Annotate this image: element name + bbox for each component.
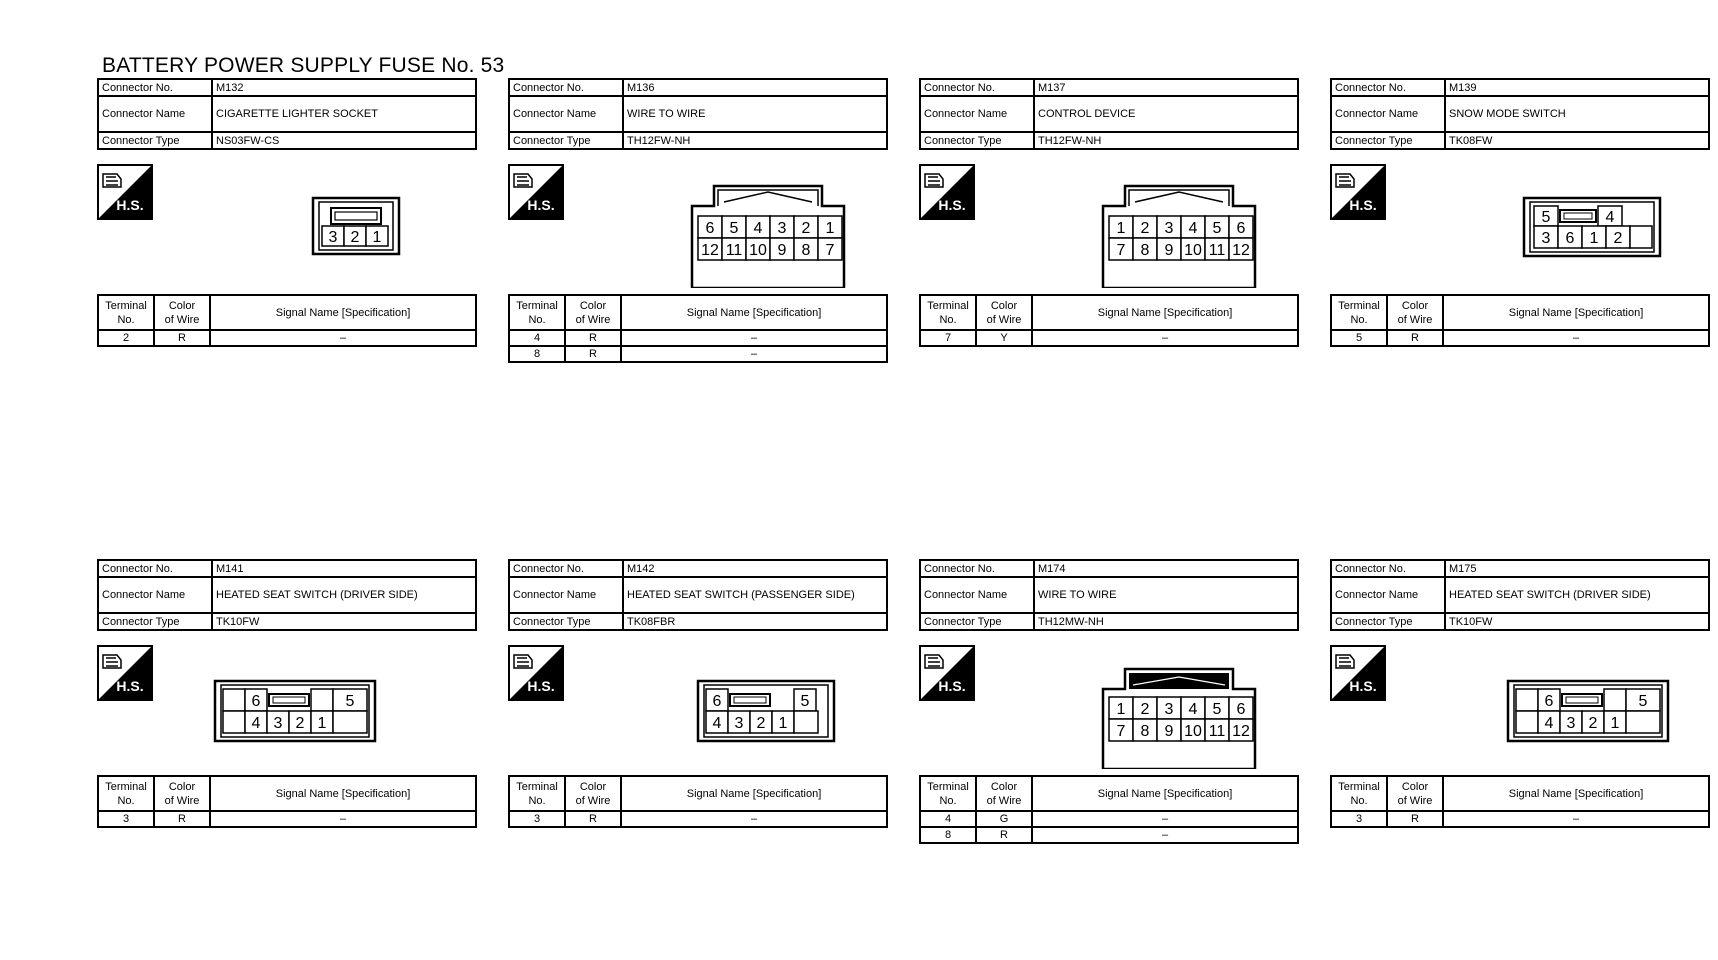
terminal-table — [1330, 775, 1710, 828]
table-row — [509, 346, 887, 362]
pin-label: 11 — [725, 242, 743, 259]
signal-cell: – — [621, 346, 887, 362]
terminal-no-header: Terminal No. — [98, 776, 154, 811]
connector-name-label: Connector Name — [920, 96, 1034, 132]
connector-info-table — [1330, 78, 1710, 150]
pin-label: 8 — [1140, 723, 1150, 740]
pin-label: 12 — [1232, 242, 1250, 259]
pin-label: 12 — [1232, 723, 1250, 740]
connector-type-value: TH12FW-NH — [1034, 132, 1298, 149]
pin-label: 6 — [712, 693, 722, 710]
terminal-no-header: Terminal No. — [1331, 295, 1387, 330]
color-header: Color of Wire — [154, 295, 210, 330]
connector-type-value: TK10FW — [1445, 613, 1709, 630]
harness-side-icon — [508, 164, 564, 220]
connector-no-label: Connector No. — [1331, 79, 1445, 96]
pin-label: 4 — [1605, 209, 1615, 226]
connector-block-m142 — [508, 559, 888, 825]
pin-label: 5 — [1212, 701, 1222, 718]
terminal-cell: 8 — [920, 827, 976, 843]
hs-label: H.S. — [1349, 197, 1377, 213]
color-cell: R — [565, 346, 621, 362]
pin-label: 4 — [1544, 715, 1554, 732]
connector-type-label: Connector Type — [920, 613, 1034, 630]
connector-no-label: Connector No. — [920, 79, 1034, 96]
pin-label: 4 — [1188, 220, 1198, 237]
table-row — [1331, 330, 1709, 346]
pin-label: 6 — [1236, 220, 1246, 237]
connector-no-label: Connector No. — [920, 560, 1034, 577]
terminal-table — [919, 294, 1299, 347]
connector-no-value: M137 — [1034, 79, 1298, 96]
connector-name-label: Connector Name — [509, 577, 623, 613]
pin-label: 8 — [1140, 242, 1150, 259]
terminal-table — [508, 775, 888, 828]
hs-label: H.S. — [527, 678, 555, 694]
connector-block-m139 — [1330, 78, 1710, 344]
pin-label: 2 — [350, 229, 360, 246]
connector-block-m136 — [508, 78, 888, 360]
pin-label: 5 — [1541, 209, 1551, 226]
connector-name-value: SNOW MODE SWITCH — [1445, 96, 1709, 132]
pin-label: 5 — [345, 693, 355, 710]
connector-block-m137 — [919, 78, 1299, 344]
connector-name-label: Connector Name — [98, 96, 212, 132]
table-row — [98, 811, 476, 827]
connector-face-diagram — [979, 645, 1299, 769]
color-cell: R — [1387, 330, 1443, 346]
terminal-cell: 5 — [1331, 330, 1387, 346]
connector-type-label: Connector Type — [1331, 132, 1445, 149]
connector-face-diagram — [157, 164, 477, 288]
signal-header: Signal Name [Specification] — [621, 295, 887, 330]
color-cell: G — [976, 811, 1032, 827]
connector-info-table — [919, 78, 1299, 150]
pin-label: 2 — [801, 220, 811, 237]
color-header: Color of Wire — [976, 776, 1032, 811]
signal-header: Signal Name [Specification] — [621, 776, 887, 811]
pin-label: 3 — [273, 715, 283, 732]
pin-label: 9 — [777, 242, 787, 259]
color-cell: R — [565, 811, 621, 827]
page-title: BATTERY POWER SUPPLY FUSE No. 53 — [102, 54, 505, 77]
pin-label: 5 — [729, 220, 739, 237]
connector-no-label: Connector No. — [1331, 560, 1445, 577]
signal-header: Signal Name [Specification] — [1443, 776, 1709, 811]
pin-label: 10 — [1184, 723, 1202, 740]
connector-type-value: TH12MW-NH — [1034, 613, 1298, 630]
signal-cell: – — [621, 811, 887, 827]
harness-side-icon — [919, 645, 975, 701]
pin-label: 1 — [1610, 715, 1620, 732]
pin-label: 7 — [1116, 242, 1126, 259]
pin-label: 2 — [295, 715, 305, 732]
pin-label: 6 — [1236, 701, 1246, 718]
connector-block-m175 — [1330, 559, 1710, 825]
pin-label: 3 — [1164, 701, 1174, 718]
pin-label: 7 — [825, 242, 835, 259]
terminal-no-header: Terminal No. — [509, 295, 565, 330]
pin-label: 2 — [756, 715, 766, 732]
harness-side-icon — [1330, 164, 1386, 220]
color-header: Color of Wire — [565, 776, 621, 811]
connector-face-diagram — [568, 164, 888, 288]
color-cell: R — [565, 330, 621, 346]
pin-label: 11 — [1208, 242, 1226, 259]
terminal-cell: 4 — [509, 330, 565, 346]
pin-label: 5 — [1638, 693, 1648, 710]
signal-header: Signal Name [Specification] — [210, 776, 476, 811]
connector-type-label: Connector Type — [509, 132, 623, 149]
table-row — [1331, 811, 1709, 827]
connector-info-table — [97, 559, 477, 631]
connector-name-value: CONTROL DEVICE — [1034, 96, 1298, 132]
pin-label: 9 — [1164, 242, 1174, 259]
terminal-cell: 3 — [98, 811, 154, 827]
connector-type-label: Connector Type — [98, 613, 212, 630]
hs-label: H.S. — [938, 678, 966, 694]
connector-block-m132 — [97, 78, 477, 344]
pin-label: 3 — [1541, 230, 1551, 247]
color-cell: Y — [976, 330, 1032, 346]
connector-info-table — [97, 78, 477, 150]
connector-type-value: NS03FW-CS — [212, 132, 476, 149]
connector-info-table — [919, 559, 1299, 631]
connector-type-value: TK08FW — [1445, 132, 1709, 149]
connector-name-value: WIRE TO WIRE — [623, 96, 887, 132]
connector-name-value: CIGARETTE LIGHTER SOCKET — [212, 96, 476, 132]
pin-label: 10 — [749, 242, 767, 259]
pin-label: 1 — [825, 220, 835, 237]
signal-header: Signal Name [Specification] — [1032, 295, 1298, 330]
pin-label: 4 — [1188, 701, 1198, 718]
connector-type-label: Connector Type — [920, 132, 1034, 149]
terminal-no-header: Terminal No. — [920, 295, 976, 330]
signal-header: Signal Name [Specification] — [210, 295, 476, 330]
pin-label: 1 — [778, 715, 788, 732]
signal-cell: – — [1443, 811, 1709, 827]
connector-block-m174 — [919, 559, 1299, 841]
pin-label: 1 — [372, 229, 382, 246]
terminal-no-header: Terminal No. — [98, 295, 154, 330]
terminal-no-header: Terminal No. — [1331, 776, 1387, 811]
terminal-no-header: Terminal No. — [920, 776, 976, 811]
pin-label: 6 — [251, 693, 261, 710]
terminal-cell: 7 — [920, 330, 976, 346]
connector-name-label: Connector Name — [98, 577, 212, 613]
pin-label: 1 — [1116, 220, 1126, 237]
connector-face-diagram — [157, 645, 477, 769]
terminal-cell: 2 — [98, 330, 154, 346]
connector-block-m141 — [97, 559, 477, 825]
table-row — [920, 811, 1298, 827]
connector-type-value: TK08FBR — [623, 613, 887, 630]
pin-label: 7 — [1116, 723, 1126, 740]
pin-label: 12 — [701, 242, 719, 259]
pin-label: 5 — [1212, 220, 1222, 237]
harness-side-icon — [919, 164, 975, 220]
pin-label: 4 — [712, 715, 722, 732]
connector-no-label: Connector No. — [98, 79, 212, 96]
hs-label: H.S. — [116, 197, 144, 213]
connector-name-label: Connector Name — [920, 577, 1034, 613]
connector-type-label: Connector Type — [98, 132, 212, 149]
table-row — [509, 811, 887, 827]
pin-label: 2 — [1140, 701, 1150, 718]
connector-name-label: Connector Name — [1331, 577, 1445, 613]
connector-face-diagram — [568, 645, 888, 769]
terminal-cell: 3 — [509, 811, 565, 827]
signal-cell: – — [1032, 827, 1298, 843]
pin-label: 3 — [1164, 220, 1174, 237]
connector-name-value: HEATED SEAT SWITCH (DRIVER SIDE) — [1445, 577, 1709, 613]
color-header: Color of Wire — [976, 295, 1032, 330]
connector-face-diagram — [979, 164, 1299, 288]
hs-label: H.S. — [1349, 678, 1377, 694]
connector-name-value: HEATED SEAT SWITCH (DRIVER SIDE) — [212, 577, 476, 613]
connector-type-label: Connector Type — [509, 613, 623, 630]
connector-no-label: Connector No. — [509, 560, 623, 577]
signal-header: Signal Name [Specification] — [1443, 295, 1709, 330]
connector-info-table — [508, 559, 888, 631]
connector-type-label: Connector Type — [1331, 613, 1445, 630]
connector-no-label: Connector No. — [509, 79, 623, 96]
pin-label: 2 — [1613, 230, 1623, 247]
pin-label: 6 — [705, 220, 715, 237]
pin-label: 6 — [1544, 693, 1554, 710]
color-header: Color of Wire — [1387, 295, 1443, 330]
color-header: Color of Wire — [565, 295, 621, 330]
color-header: Color of Wire — [1387, 776, 1443, 811]
color-header: Color of Wire — [154, 776, 210, 811]
connector-info-table — [1330, 559, 1710, 631]
signal-cell: – — [1443, 330, 1709, 346]
pin-label: 5 — [800, 693, 810, 710]
terminal-table — [97, 294, 477, 347]
table-row — [920, 330, 1298, 346]
connector-name-label: Connector Name — [1331, 96, 1445, 132]
connector-no-value: M136 — [623, 79, 887, 96]
harness-side-icon — [97, 164, 153, 220]
terminal-cell: 3 — [1331, 811, 1387, 827]
connector-no-value: M141 — [212, 560, 476, 577]
pin-label: 1 — [1116, 701, 1126, 718]
pin-label: 3 — [1566, 715, 1576, 732]
terminal-table — [1330, 294, 1710, 347]
pin-label: 2 — [1140, 220, 1150, 237]
connector-name-label: Connector Name — [509, 96, 623, 132]
connector-no-value: M132 — [212, 79, 476, 96]
pin-label: 8 — [801, 242, 811, 259]
connector-face-diagram — [1390, 645, 1710, 769]
hs-label: H.S. — [938, 197, 966, 213]
harness-side-icon — [1330, 645, 1386, 701]
signal-cell: – — [1032, 811, 1298, 827]
connector-no-value: M174 — [1034, 560, 1298, 577]
pin-label: 11 — [1208, 723, 1226, 740]
pin-label: 10 — [1184, 242, 1202, 259]
pin-label: 4 — [753, 220, 763, 237]
terminal-no-header: Terminal No. — [509, 776, 565, 811]
connector-no-value: M142 — [623, 560, 887, 577]
color-cell: R — [1387, 811, 1443, 827]
connector-name-value: HEATED SEAT SWITCH (PASSENGER SIDE) — [623, 577, 887, 613]
connector-no-label: Connector No. — [98, 560, 212, 577]
pin-label: 3 — [777, 220, 787, 237]
pin-label: 4 — [251, 715, 261, 732]
hs-label: H.S. — [527, 197, 555, 213]
color-cell: R — [154, 330, 210, 346]
signal-cell: – — [1032, 330, 1298, 346]
terminal-table — [97, 775, 477, 828]
table-row — [98, 330, 476, 346]
pin-label: 1 — [317, 715, 327, 732]
pin-label: 1 — [1589, 230, 1599, 247]
table-row — [509, 330, 887, 346]
connector-info-table — [508, 78, 888, 150]
color-cell: R — [154, 811, 210, 827]
terminal-cell: 4 — [920, 811, 976, 827]
pin-label: 3 — [734, 715, 744, 732]
pin-label: 3 — [328, 229, 338, 246]
pin-label: 2 — [1588, 715, 1598, 732]
signal-cell: – — [210, 330, 476, 346]
connector-no-value: M175 — [1445, 560, 1709, 577]
connector-face-diagram — [1390, 164, 1710, 288]
color-cell: R — [976, 827, 1032, 843]
terminal-table — [919, 775, 1299, 844]
pin-label: 9 — [1164, 723, 1174, 740]
signal-header: Signal Name [Specification] — [1032, 776, 1298, 811]
connector-type-value: TK10FW — [212, 613, 476, 630]
connector-type-value: TH12FW-NH — [623, 132, 887, 149]
terminal-table — [508, 294, 888, 363]
table-row — [920, 827, 1298, 843]
hs-label: H.S. — [116, 678, 144, 694]
harness-side-icon — [97, 645, 153, 701]
harness-side-icon — [508, 645, 564, 701]
terminal-cell: 8 — [509, 346, 565, 362]
connector-no-value: M139 — [1445, 79, 1709, 96]
connector-name-value: WIRE TO WIRE — [1034, 577, 1298, 613]
signal-cell: – — [621, 330, 887, 346]
signal-cell: – — [210, 811, 476, 827]
pin-label: 6 — [1565, 230, 1575, 247]
